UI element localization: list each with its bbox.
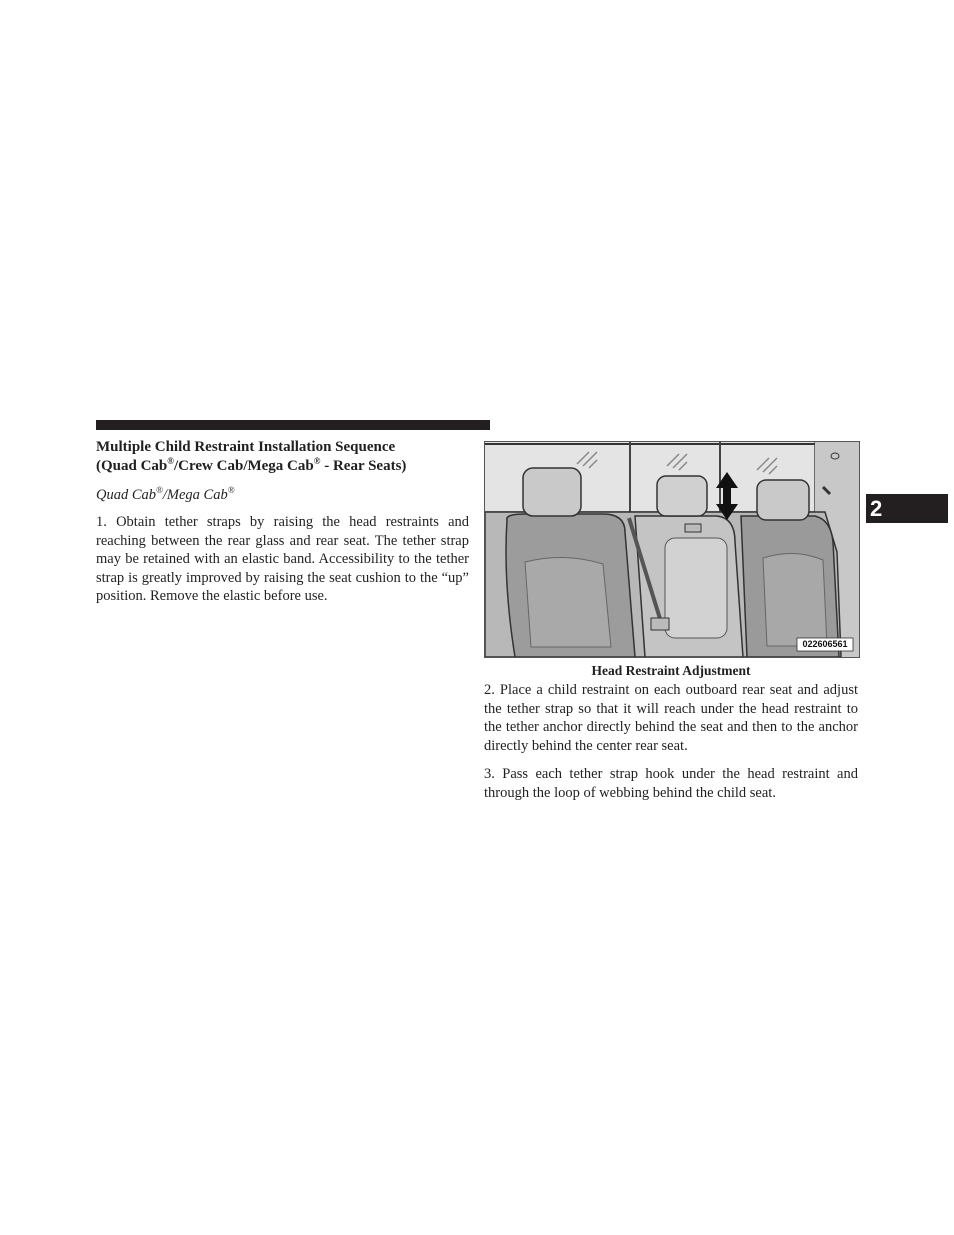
head-restraint-figure <box>484 441 860 658</box>
section-rule <box>96 420 490 430</box>
step-3-text: 3. Pass each tether strap hook under the head restraint and through the loop of webbing behind the child seat. <box>484 766 858 801</box>
figure-code: 022606561 <box>802 639 848 649</box>
step-1-text: 1. Obtain tether straps by raising the head restraints and reaching between the rear glass and rear seat. The tether strap may be retained with an elastic band. Accessibility to the tether strap is greatly improved by raising the seat cushion to the “up” position. Remove the elastic before use. <box>96 514 469 605</box>
chapter-number: 2 <box>870 496 883 521</box>
section-heading: Multiple Child Restraint Installation Sequence (Quad Cab®/Crew Cab/Mega Cab® - Rear Seats) <box>96 439 407 474</box>
seat-illustration <box>485 442 859 657</box>
chapter-tab <box>866 494 948 523</box>
figure-caption: Head Restraint Adjustment <box>591 663 751 678</box>
step-2-text: 2. Place a child restraint on each outboard rear seat and adjust the tether strap so that it will reach under the head restraint to the tether anchor directly behind the seat and then to the anchor directly behind the center rear seat. <box>484 682 858 754</box>
sub-heading: Quad Cab®/Mega Cab® <box>96 485 235 503</box>
